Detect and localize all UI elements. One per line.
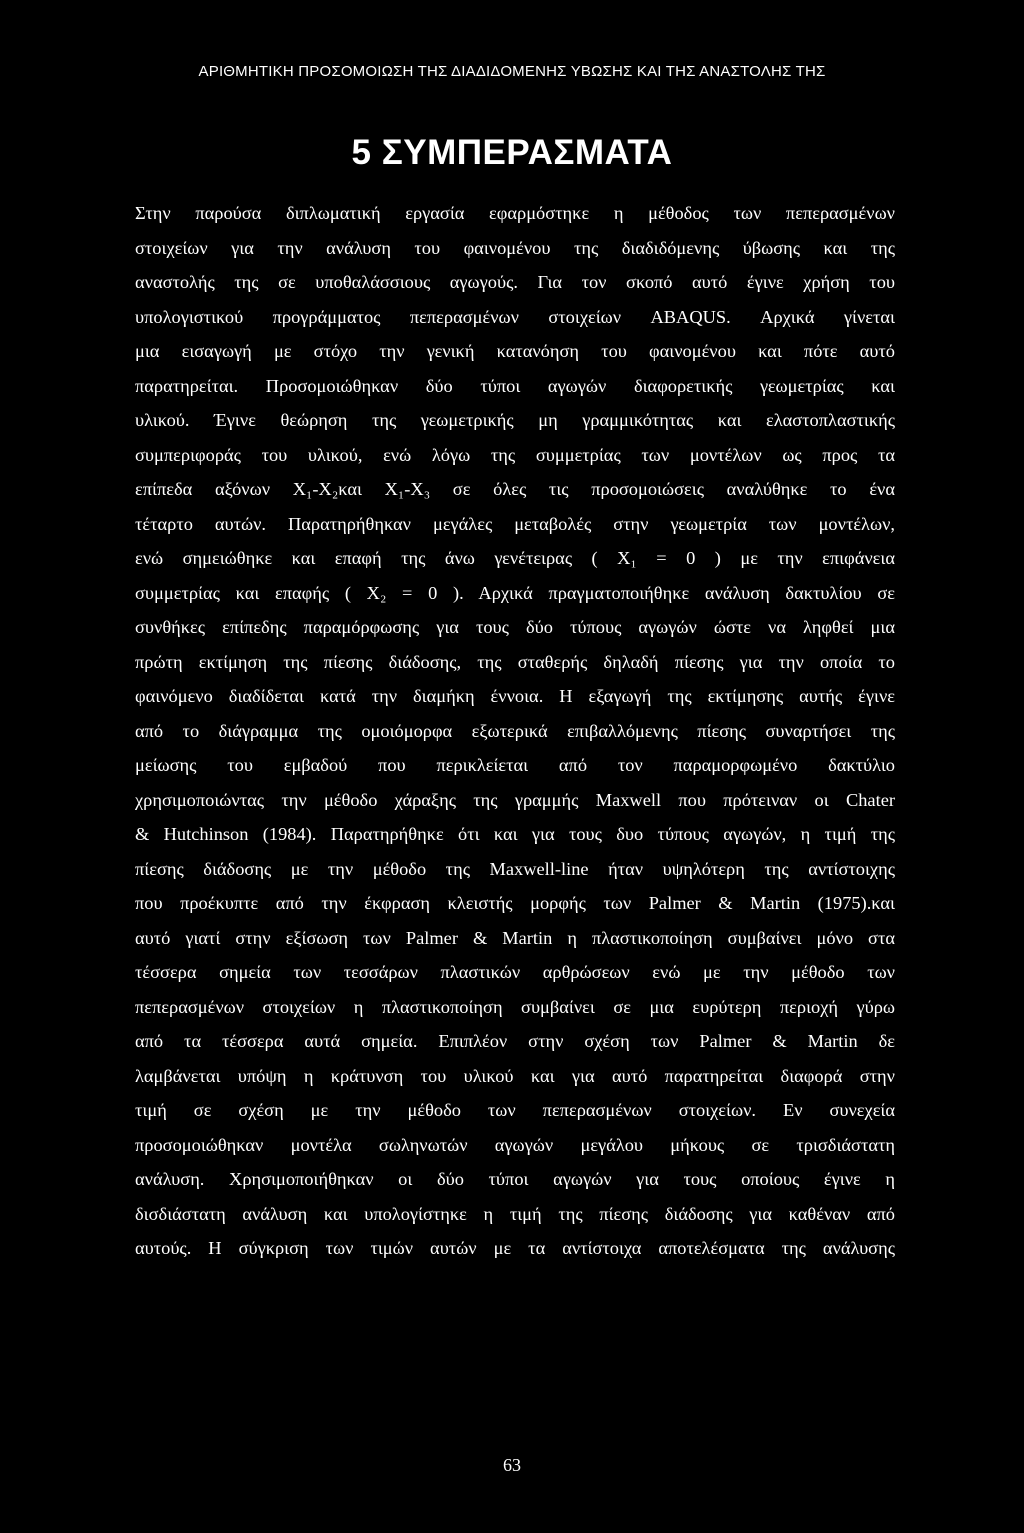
body-paragraph: [135, 196, 895, 1266]
text-line: φαινόμενο διαδίδεται κατά την διαμήκη έννοια. Η εξαγωγή της εκτίμησης αυτής έγινε: [135, 686, 895, 706]
text-line: συμπεριφοράς του υλικού, ενώ λόγω της συμμετρίας των μοντέλων ως προς τα: [135, 444, 895, 465]
text-line: παρατηρείται. Προσομοιώθηκαν δύο τύποι αγωγών διαφορετικής γεωμετρίας και: [135, 375, 895, 396]
text-line: ανάλυση. Χρησιμοποιήθηκαν οι δύο τύποι αγωγών για τους οποίους έγινε η: [135, 1169, 895, 1189]
text-line: & Hutchinson (1984). Παρατηρήθηκε ότι και για τους δυο τύπους αγωγών, η τιμή της: [135, 824, 895, 844]
text-line: αυτούς. Η σύγκριση των τιμών αυτών με τα αντίστοιχα αποτελέσματα της ανάλυσης: [135, 1238, 895, 1258]
text-line: υλικού. Έγινε θεώρηση της γεωμετρικής μη γραμμικότητας και ελαστοπλαστικής: [135, 410, 895, 430]
text-line: συμμετρίας και επαφής ( X₂ = 0 ). Αρχικά πραγματοποιήθηκε ανάλυση δακτυλίου σε: [135, 582, 895, 603]
page-number: 63: [503, 1455, 521, 1475]
chapter-title: 5 ΣΥΜΠΕΡΑΣΜΑΤΑ: [351, 133, 673, 172]
text-line: ενώ σημειώθηκε και επαφή της άνω γενέτειρας ( X₁ = 0 ) με την επιφάνεια: [135, 548, 895, 568]
text-line: από τα τέσσερα αυτά σημεία. Επιπλέον στην σχέση των Palmer & Martin δε: [135, 1031, 895, 1051]
text-line: χρησιμοποιώντας την μέθοδο χάραξης της γραμμής Maxwell που πρότειναν οι Chater: [135, 789, 895, 810]
text-line: προσομοιώθηκαν μοντέλα σωληνωτών αγωγών μεγάλου μήκους σε τρισδιάστατη: [135, 1134, 895, 1155]
text-line: λαμβάνεται υπόψη η κράτυνση του υλικού και για αυτό παρατηρείται διαφορά στην: [135, 1065, 895, 1086]
text-line: από το διάγραμμα της ομοιόμορφα εξωτερικά επιβαλλόμενης πίεσης συναρτήσει της: [135, 720, 895, 741]
text-line: μείωσης του εμβαδού που περικλείεται από τον παραμορφωμένο δακτύλιο: [135, 755, 895, 775]
text-line: τιμή σε σχέση με την μέθοδο των πεπερασμένων στοιχείων. Εν συνεχεία: [135, 1100, 895, 1120]
text-line: πεπερασμένων στοιχείων η πλαστικοποίηση συμβαίνει σε μια ευρύτερη περιοχή γύρω: [135, 996, 895, 1017]
text-line: δισδιάστατη ανάλυση και υπολογίστηκε η τιμή της πίεσης διάδοσης για καθέναν από: [135, 1203, 895, 1224]
text-line: υπολογιστικού προγράμματος πεπερασμένων στοιχείων ABAQUS. Αρχικά γίνεται: [135, 306, 895, 327]
text-line: πρώτη εκτίμηση της πίεσης διάδοσης, της σταθερής δηλαδή πίεσης για την οποία το: [135, 651, 895, 672]
running-header: ΑΡΙΘΜΗΤΙΚΗ ΠΡΟΣΟΜΟΙΩΣΗ ΤΗΣ ΔΙΑΔΙΔΟΜΕΝΗΣ ΥΒΩΣΗΣ ΚΑΙ ΤΗΣ ΑΝΑΣΤΟΛΗΣ ΤΗΣ: [198, 63, 826, 80]
text-line: τέταρτο αυτών. Παρατηρήθηκαν μεγάλες μεταβολές στην γεωμετρία των μοντέλων,: [135, 513, 895, 534]
text-line: αναστολής της σε υποθαλάσσιους αγωγούς. Για τον σκοπό αυτό έγινε χρήση του: [135, 272, 895, 292]
text-line: τέσσερα σημεία των τεσσάρων πλαστικών αρθρώσεων ενώ με την μέθοδο των: [135, 962, 895, 982]
text-line: αυτό γιατί στην εξίσωση των Palmer & Martin η πλαστικοποίηση συμβαίνει μόνο στα: [135, 927, 895, 948]
text-line: επίπεδα αξόνων X₁-X₂και X₁-X₃ σε όλες τις προσομοιώσεις αναλύθηκε το ένα: [135, 479, 895, 499]
text-line: που προέκυπτε από την έκφραση κλειστής μορφής των Palmer & Martin (1975).και: [135, 893, 895, 913]
text-line: πίεσης διάδοσης με την μέθοδο της Maxwell-line ήταν υψηλότερη της αντίστοιχης: [135, 858, 895, 879]
text-line: στοιχείων για την ανάλυση του φαινομένου της διαδιδόμενης ύβωσης και της: [135, 237, 895, 258]
text-line: συνθήκες επίπεδης παραμόρφωσης για τους δύο τύπους αγωγών ώστε να ληφθεί μια: [135, 617, 895, 637]
text-line: μια εισαγωγή με στόχο την γενική κατανόηση του φαινομένου και πότε αυτό: [135, 341, 895, 361]
text-line: Στην παρούσα διπλωματική εργασία εφαρμόστηκε η μέθοδος των πεπερασμένων: [135, 203, 895, 223]
